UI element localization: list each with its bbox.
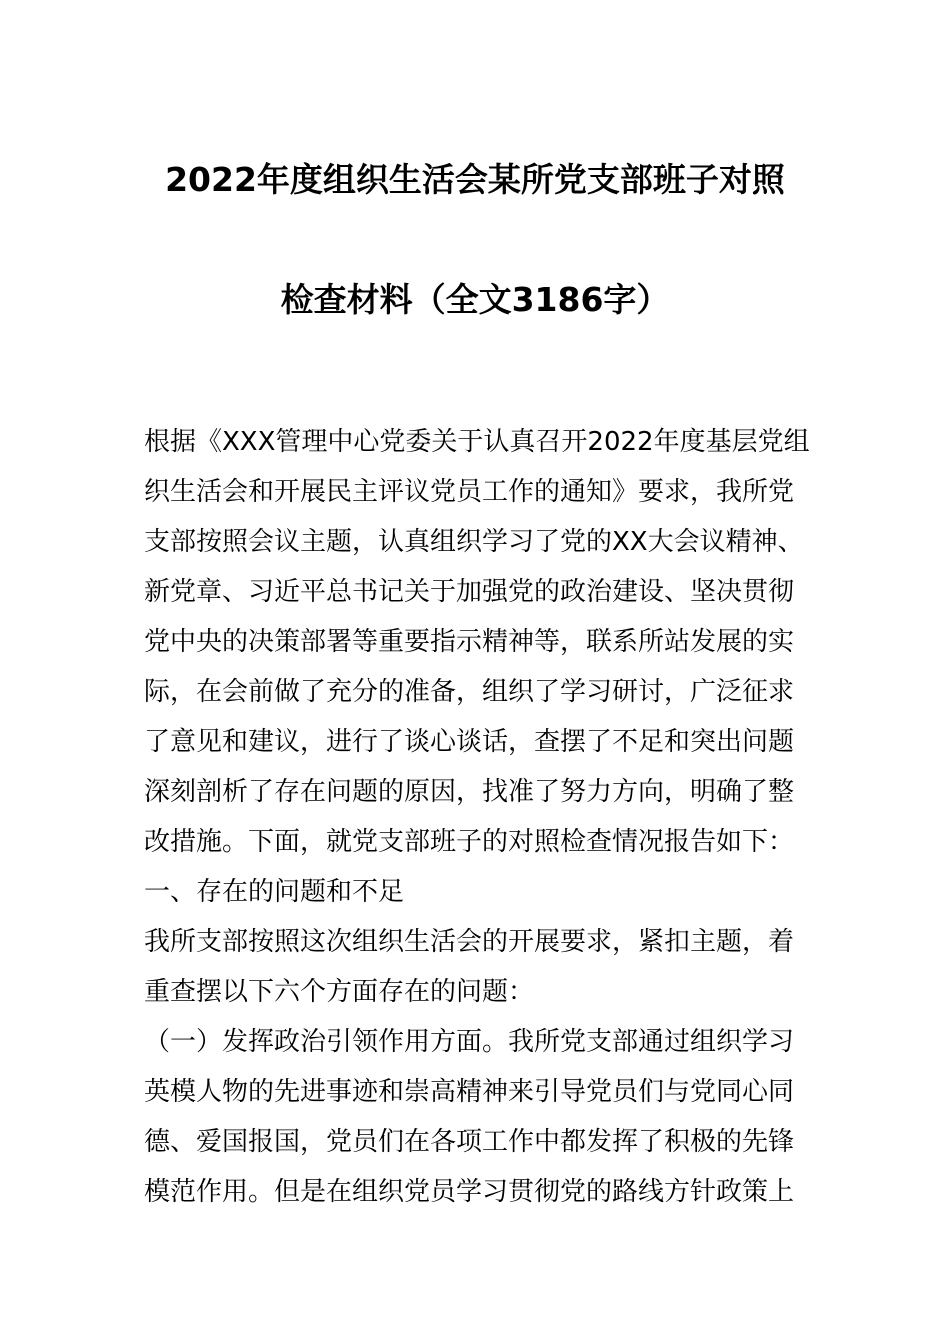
body-line: 际，在会前做了充分的准备，组织了学习研讨，广泛征求 bbox=[144, 677, 795, 707]
document-title-line-1: 2022年度组织生活会某所党支部班子对照 bbox=[165, 160, 785, 199]
body-line: （一）发挥政治引领作用方面。我所党支部通过组织学习 bbox=[144, 1027, 795, 1057]
body-line: 了意见和建议，进行了谈心谈话，查摆了不足和突出问题 bbox=[144, 727, 795, 757]
body-line: 深刻剖析了存在问题的原因，找准了努力方向，明确了整 bbox=[144, 777, 795, 807]
body-line: 我所支部按照这次组织生活会的开展要求，紧扣主题，着 bbox=[144, 927, 795, 957]
body-line: 英模人物的先进事迹和崇高精神来引导党员们与党同心同 bbox=[144, 1077, 795, 1107]
body-line: 重查摆以下六个方面存在的问题： bbox=[144, 977, 535, 1007]
body-line: 改措施。下面，就党支部班子的对照检查情况报告如下： bbox=[144, 827, 795, 857]
section-heading: 一、存在的问题和不足 bbox=[144, 877, 405, 907]
body-line: 根据《XXX管理中心党委关于认真召开2022年度基层党组 bbox=[144, 427, 810, 457]
body-line: 织生活会和开展民主评议党员工作的通知》要求，我所党 bbox=[144, 477, 795, 507]
body-line: 模范作用。但是在组织党员学习贯彻党的路线方针政策上 bbox=[144, 1177, 795, 1207]
body-line: 支部按照会议主题，认真组织学习了党的XX大会议精神、 bbox=[144, 527, 804, 557]
body-line: 新党章、习近平总书记关于加强党的政治建设、坚决贯彻 bbox=[144, 577, 795, 607]
document-title-line-2: 检查材料（全文3186字） bbox=[280, 280, 670, 319]
body-line: 党中央的决策部署等重要指示精神等，联系所站发展的实 bbox=[144, 627, 795, 657]
body-line: 德、爱国报国，党员们在各项工作中都发挥了积极的先锋 bbox=[144, 1127, 795, 1157]
document-body bbox=[144, 417, 814, 1217]
